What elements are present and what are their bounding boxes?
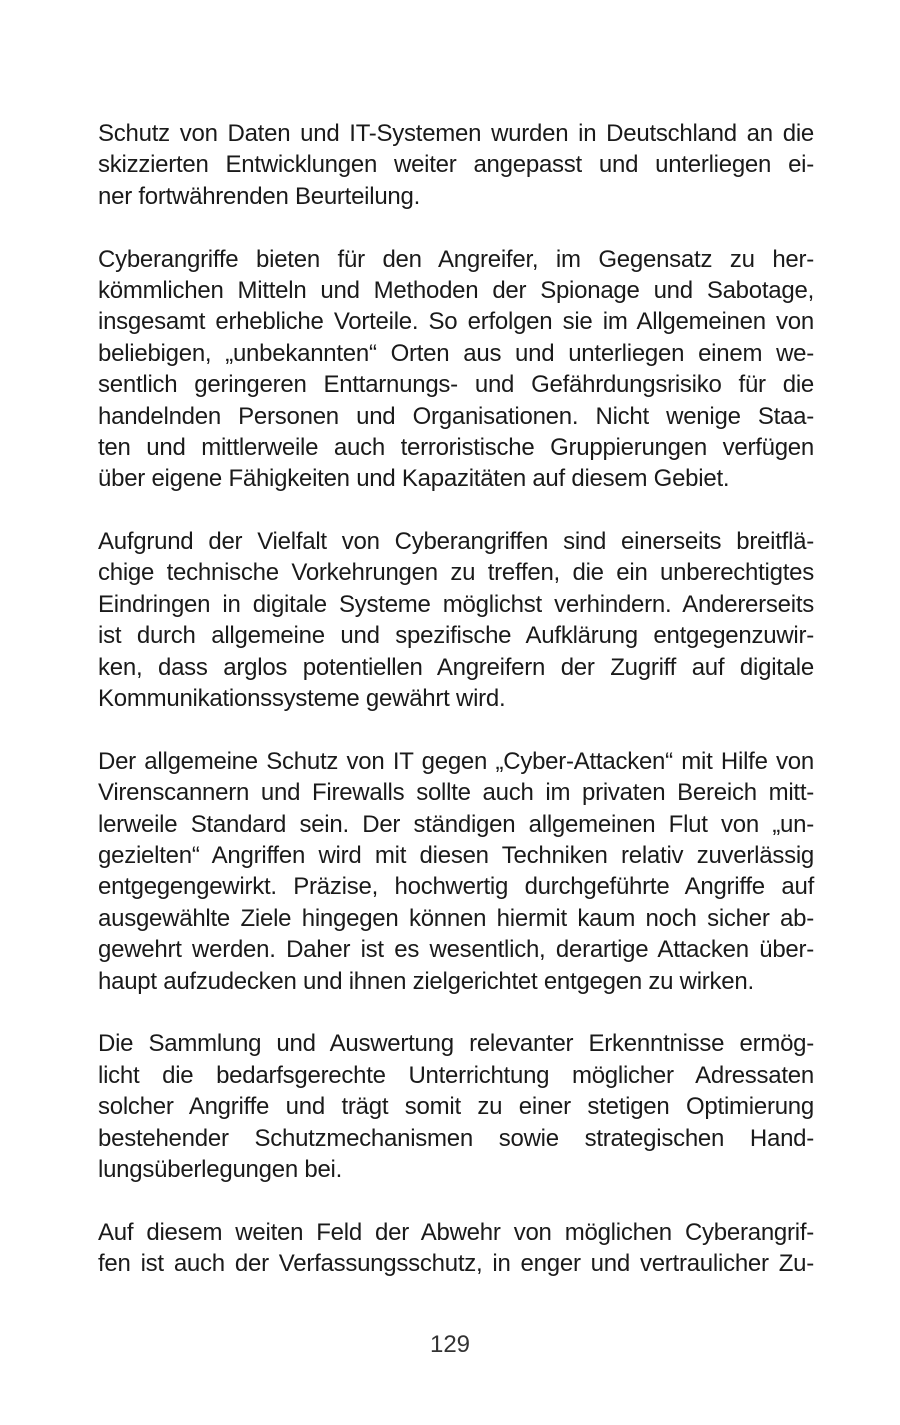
text-line: insgesamt erhebliche Vorteile. So erfolgen sie im Allgemeinen von — [98, 308, 814, 336]
text-line: chige technische Vorkehrungen zu treffen, die ein unberechtigtes — [98, 559, 814, 587]
paragraph-3 — [98, 526, 814, 714]
text-line: gewehrt werden. Daher ist es wesentlich, derartige Attacken über- — [98, 936, 814, 964]
page-body — [98, 118, 814, 1311]
text-line: über eigene Fähigkeiten und Kapazitäten auf diesem Gebiet. — [98, 465, 730, 493]
text-line: ner fortwährenden Beurteilung. — [98, 182, 421, 210]
text-line: solcher Angriffe und trägt somit zu einer stetigen Optimierung — [98, 1093, 814, 1121]
text-line: Eindringen in digitale Systeme möglichst verhindern. Andererseits — [98, 590, 814, 618]
text-line: Virenscannern und Firewalls sollte auch im privaten Bereich mitt- — [98, 779, 814, 807]
text-line: skizzierten Entwicklungen weiter angepasst und unterliegen ei- — [98, 151, 814, 179]
text-line: ausgewählte Ziele hingegen können hiermit kaum noch sicher ab- — [98, 904, 814, 932]
text-line: Schutz von Daten und IT-Systemen wurden in Deutschland an die — [98, 120, 814, 147]
paragraph-2 — [98, 244, 814, 495]
text-line: haupt aufzudecken und ihnen zielgerichtet entgegen zu wirken. — [98, 967, 754, 995]
text-line: beliebigen, „unbekannten“ Orten aus und unterliegen einem we- — [98, 339, 814, 367]
text-line: handelnden Personen und Organisationen. Nicht wenige Staa- — [98, 402, 814, 430]
text-line: ten und mittlerweile auch terroristische Gruppierungen verfügen — [98, 433, 814, 461]
paragraph-6 — [98, 1217, 814, 1280]
page-number: 129 — [429, 1331, 471, 1358]
text-line: lungsüberlegungen bei. — [98, 1155, 343, 1183]
text-line: bestehender Schutzmechanismen sowie strategischen Hand- — [98, 1124, 814, 1152]
text-line: Auf diesem weiten Feld der Abwehr von möglichen Cyberangrif- — [98, 1218, 814, 1246]
text-line: Kommunikationssysteme gewährt wird. — [98, 685, 506, 713]
text-line: Die Sammlung und Auswertung relevanter Erkenntnisse ermög- — [98, 1030, 814, 1058]
paragraph-5 — [98, 1028, 814, 1185]
text-line: sentlich geringeren Enttarnungs- und Gefährdungsrisiko für die — [98, 371, 814, 399]
text-line: Der allgemeine Schutz von IT gegen „Cyber-Attacken“ mit Hilfe von — [98, 747, 814, 775]
paragraph-4 — [98, 746, 814, 997]
text-line: licht die bedarfsgerechte Unterrichtung möglicher Adressaten — [98, 1061, 814, 1089]
text-line: Cyberangriffe bieten für den Angreifer, im Gegensatz zu her- — [98, 245, 814, 273]
text-line: kömmlichen Mitteln und Methoden der Spionage und Sabotage, — [98, 276, 814, 304]
text-line: entgegengewirkt. Präzise, hochwertig durchgeführte Angriffe auf — [98, 873, 814, 901]
text-line: fen ist auch der Verfassungsschutz, in enger und vertraulicher Zu- — [98, 1250, 814, 1278]
text-line: gezielten“ Angriffen wird mit diesen Techniken relativ zuverlässig — [98, 841, 814, 869]
text-line: ist durch allgemeine und spezifische Aufklärung entgegenzuwir- — [98, 622, 814, 650]
text-line: lerweile Standard sein. Der ständigen allgemeinen Flut von „un- — [98, 810, 814, 838]
text-line: ken, dass arglos potentiellen Angreifern der Zugriff auf digitale — [98, 653, 814, 681]
text-line: Aufgrund der Vielfalt von Cyberangriffen sind einerseits breitflä- — [98, 528, 814, 556]
paragraph-1 — [98, 118, 814, 212]
